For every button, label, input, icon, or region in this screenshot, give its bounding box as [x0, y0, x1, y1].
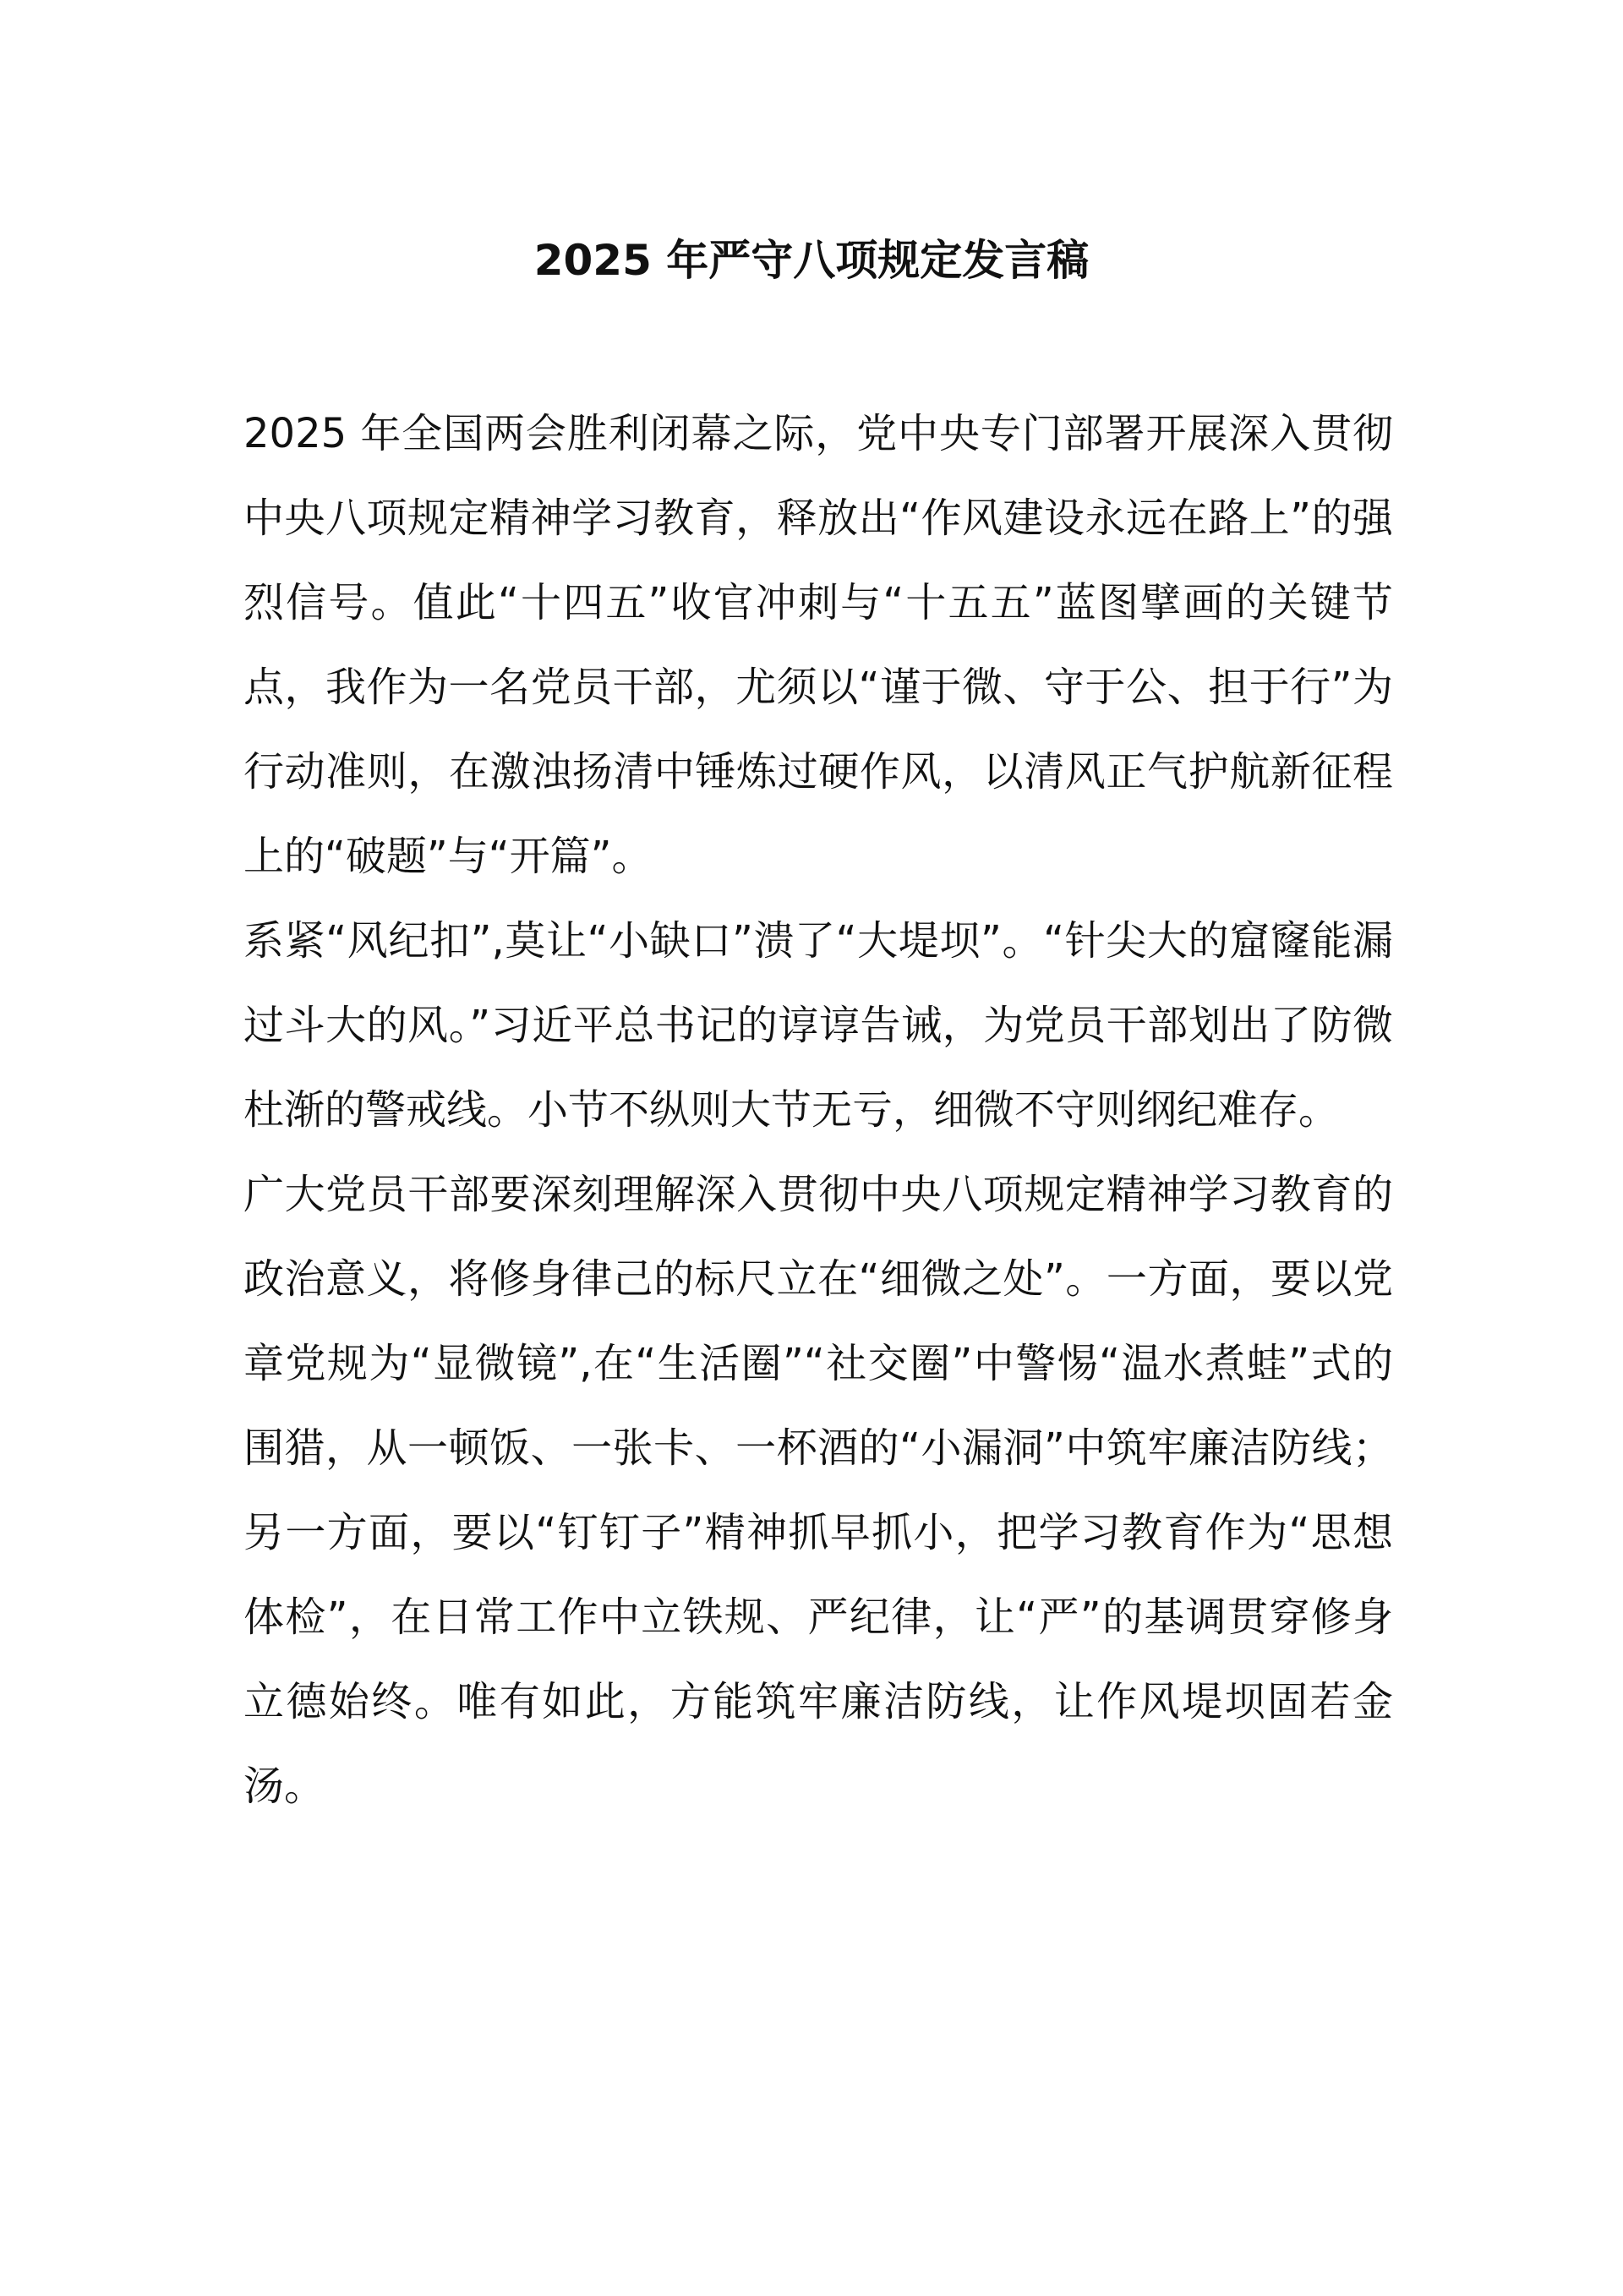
- paragraph-measures: 广大党员干部要深刻理解深入贯彻中央八项规定精神学习教育的政治意义，将修身律己的标尺立在“细微之处”。一方面，要以党章党规为“显微镜”,在“生活圈”“社交圈”中警惕“温水煮蛙”式的围猎，从一顿饭、一张卡、一杯酒的“小漏洞”中筑牢廉洁防线；另一方面，要以“钉钉子”精神抓早抓小，把学习教育作为“思想体检”，在日常工作中立铁规、严纪律，让“严”的基调贯穿修身立德始终。唯有如此，方能筑牢廉洁防线，让作风堤坝固若金汤。: [243, 1171, 1393, 1810]
- document-title: 2025 年严守八项规定发言稿: [533, 236, 1090, 285]
- document-body: [243, 391, 1393, 1829]
- paragraph-intro: 2025 年全国两会胜利闭幕之际，党中央专门部署开展深入贯彻中央八项规定精神学习教育，释放出“作风建设永远在路上”的强烈信号。值此“十四五”收官冲刺与“十五五”蓝图擘画的关键节点，我作为一名党员干部，尤须以“谨于微、守于公、担于行”为行动准则，在激浊扬清中锤炼过硬作风，以清风正气护航新征程上的“破题”与“开篇”。: [243, 410, 1393, 880]
- paragraph-discipline: 系紧“风纪扣”,莫让“小缺口”溃了“大堤坝”。“针尖大的窟窿能漏过斗大的风。”习近平总书记的谆谆告诫，为党员干部划出了防微杜渐的警戒线。小节不纵则大节无亏，细微不守则纲纪难存。: [243, 917, 1393, 1134]
